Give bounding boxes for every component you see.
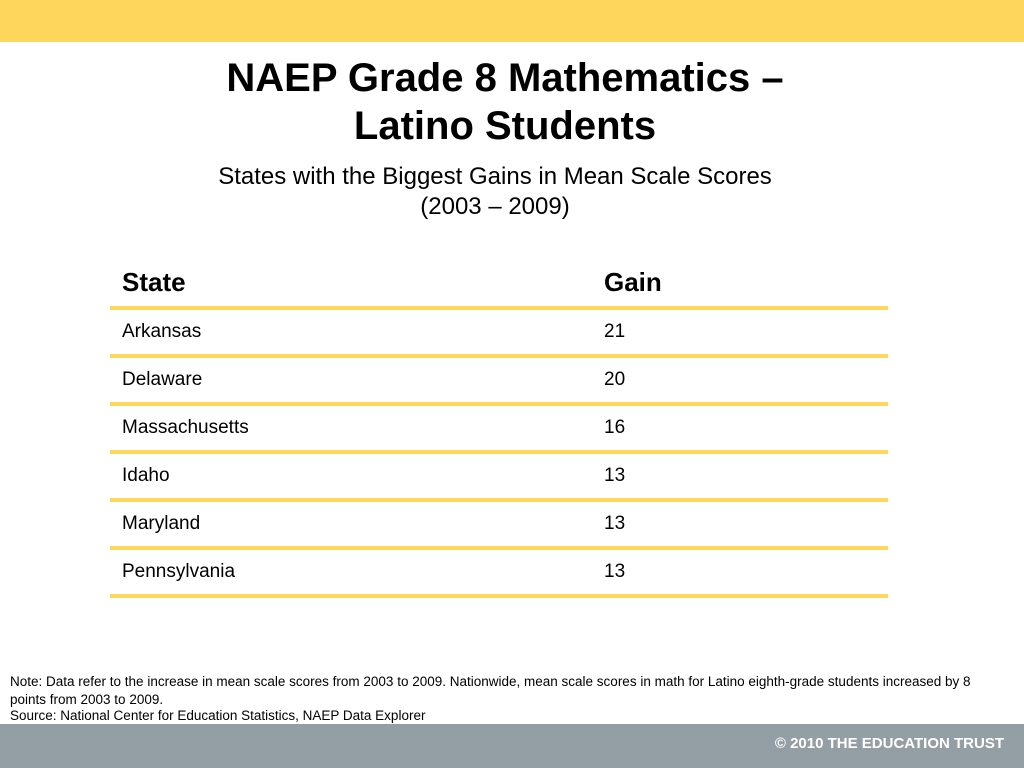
table-header-row [110,258,888,308]
state-cell: Arkansas [110,308,592,356]
table-row [110,308,888,356]
state-cell: Massachusetts [110,404,592,452]
subtitle-line-1: States with the Biggest Gains in Mean Scale Scores [218,163,772,190]
title-line-1: NAEP Grade 8 Mathematics – [226,56,784,100]
footnote-source: Source: National Center for Education Statistics, NAEP Data Explorer [10,708,426,723]
slide-title [0,54,1010,150]
state-cell: Maryland [110,500,592,548]
state-cell: Delaware [110,356,592,404]
table-row [110,548,888,596]
gain-cell: 13 [592,500,888,548]
gain-cell: 13 [592,548,888,596]
copyright-text: © 2010 THE EDUCATION TRUST [774,735,1004,752]
header-state: State [110,258,592,308]
table-row [110,452,888,500]
state-cell: Idaho [110,452,592,500]
table-row [110,500,888,548]
gain-cell: 16 [592,404,888,452]
table-row [110,404,888,452]
slide-subtitle [0,162,990,222]
gains-table-container [110,258,888,598]
gain-cell: 13 [592,452,888,500]
subtitle-line-2: (2003 – 2009) [420,193,570,220]
table-row [110,356,888,404]
gain-cell: 20 [592,356,888,404]
gains-table [110,258,888,598]
top-accent-bar [0,0,1024,42]
gain-cell: 21 [592,308,888,356]
title-line-2: Latino Students [353,104,657,148]
header-gain: Gain [592,258,888,308]
state-cell: Pennsylvania [110,548,592,596]
footnote-note: Note: Data refer to the increase in mean scale scores from 2003 to 2009. Nationwide, mean scale scores in math for Latino eighth-grade students increased by 8 points from 2003 to 2009. [10,674,971,707]
